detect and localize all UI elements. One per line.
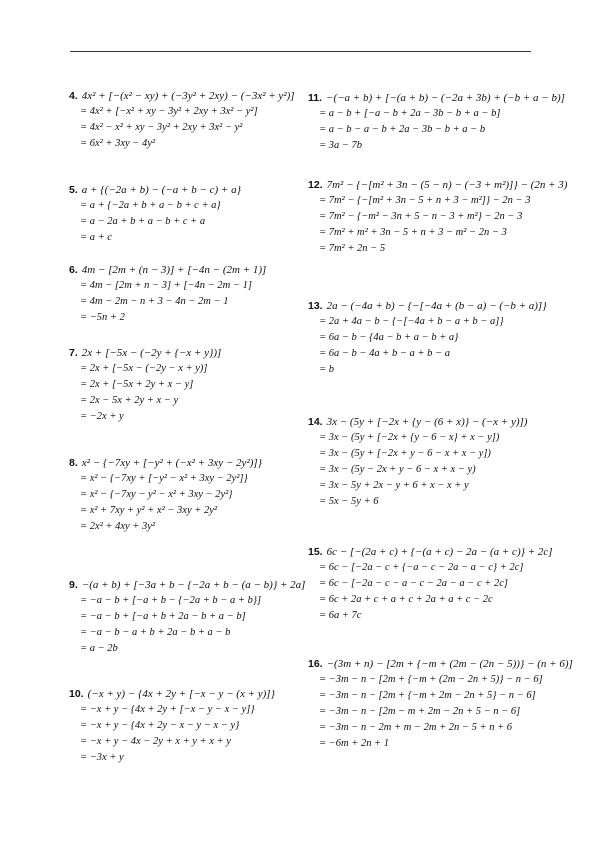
math-text: 4m − [2m + (n − 3)] + [−4n − (2m + 1)] bbox=[81, 264, 267, 276]
solution-step bbox=[69, 393, 221, 409]
math-text: = 2x + [−5x + 2y + x − y] bbox=[80, 379, 194, 390]
math-text: = −3m − n − 2m + m − 2m + 2n − 5 + n + 6 bbox=[319, 722, 513, 733]
problem-expression bbox=[308, 414, 527, 430]
math-text: = −x + y − {4x + 2y + [−x − y − x − y]} bbox=[80, 704, 255, 715]
problem-expression bbox=[69, 88, 295, 104]
math-text: = 3x − (5y + [−2x + {y − 6 − x} + x − y]) bbox=[319, 432, 500, 443]
solution-step bbox=[308, 362, 547, 378]
solution-step bbox=[69, 361, 221, 377]
solution-step bbox=[308, 592, 553, 608]
solution-step bbox=[308, 430, 527, 446]
math-text: 2a − (−4a + b) − {−[−4a + (b − a) − (−b + a)]} bbox=[326, 300, 547, 312]
math-text: = 6a − b − 4a + b − a + b − a bbox=[319, 348, 450, 359]
solution-step bbox=[69, 278, 266, 294]
math-text: = 4m − [2m + n − 3] + [−4n − 2m − 1] bbox=[80, 280, 252, 291]
problem-expression bbox=[308, 90, 565, 106]
math-text: = −5n + 2 bbox=[80, 312, 125, 323]
solution-step bbox=[308, 209, 567, 225]
math-text: = −3m − n − [2m + {−m + (2m − 2n + 5)} − n − 6] bbox=[319, 674, 543, 685]
math-text: = a + c bbox=[80, 232, 112, 243]
solution-step bbox=[69, 198, 241, 214]
math-text: = 2x + [−5x − (−2y − x + y)] bbox=[80, 363, 208, 374]
math-text: = −3m − n − [2m − m + 2m − 2n + 5 − n − 6] bbox=[319, 706, 521, 717]
math-text: = 2a + 4a − b − {−[−4a + b − a + b − a]} bbox=[319, 316, 504, 327]
math-text: −(a + b) + [−3a + b − {−2a + b − (a − b)} + 2a] bbox=[81, 579, 306, 591]
solution-step bbox=[69, 294, 266, 310]
math-text: = 6a + 7c bbox=[319, 610, 362, 621]
solution-step bbox=[308, 494, 527, 510]
solution-step bbox=[69, 519, 262, 535]
math-text: = a − 2b bbox=[80, 643, 118, 654]
problem-number: 11. bbox=[308, 92, 323, 104]
solution-step bbox=[308, 446, 527, 462]
math-text: = 5x − 5y + 6 bbox=[319, 496, 379, 507]
math-text: = −x + y − 4x − 2y + x + y + x + y bbox=[80, 736, 231, 747]
problem-expression bbox=[308, 656, 573, 672]
problem-14 bbox=[308, 414, 527, 510]
problem-expression bbox=[69, 577, 305, 593]
solution-step bbox=[69, 409, 221, 425]
solution-step bbox=[69, 593, 305, 609]
problem-12 bbox=[308, 177, 567, 257]
math-text: a + {(−2a + b) − (−a + b − c) + a} bbox=[81, 184, 241, 196]
math-text: = −x + y − {4x + 2y − x − y − x − y} bbox=[80, 720, 240, 731]
math-text: −(3m + n) − [2m + {−m + (2m − (2n − 5))} − (n + 6)] bbox=[326, 658, 573, 670]
solution-step bbox=[308, 193, 567, 209]
problem-number: 13. bbox=[308, 300, 323, 312]
math-text: = x² − {−7xy + [−y² − x² + 3xy − 2y²]} bbox=[80, 473, 248, 484]
math-text: −(−a + b) + [−(a + b) − (−2a + 3b) + (−b + a − b)] bbox=[326, 92, 565, 104]
math-text: = 3x − (5y + [−2x + y − 6 − x + x − y]) bbox=[319, 448, 491, 459]
math-text: (−x + y) − {4x + 2y + [−x − y − (x + y)]} bbox=[87, 688, 275, 700]
solution-step bbox=[69, 104, 295, 120]
math-text: = 6a − b − {4a − b + a − b + a} bbox=[319, 332, 459, 343]
problem-number: 4. bbox=[69, 90, 78, 102]
solution-step bbox=[69, 503, 262, 519]
math-text: = b bbox=[319, 364, 334, 375]
solution-step bbox=[308, 736, 573, 752]
problem-expression bbox=[69, 455, 262, 471]
math-text: = a − b − a − b + 2a − 3b − b + a − b bbox=[319, 124, 486, 135]
solution-step bbox=[308, 122, 565, 138]
solution-step bbox=[308, 720, 573, 736]
math-text: = −a − b − a + b + 2a − b + a − b bbox=[80, 627, 231, 638]
problem-4 bbox=[69, 88, 295, 152]
solution-step bbox=[308, 576, 553, 592]
solution-step bbox=[308, 225, 567, 241]
solution-step bbox=[308, 462, 527, 478]
problem-10 bbox=[69, 686, 275, 766]
problem-number: 12. bbox=[308, 179, 323, 191]
solution-step bbox=[308, 688, 573, 704]
math-text: = 7m² + 2n − 5 bbox=[319, 243, 386, 254]
solution-step bbox=[308, 314, 547, 330]
problem-expression bbox=[69, 182, 241, 198]
math-text: = 3x − (5y − 2x + y − 6 − x + x − y) bbox=[319, 464, 476, 475]
math-text: = 6c − [−2a − c − a − c − 2a − a − c + 2c] bbox=[319, 578, 508, 589]
solution-step bbox=[69, 471, 262, 487]
problem-number: 8. bbox=[69, 457, 78, 469]
problem-expression bbox=[308, 177, 567, 193]
problem-expression bbox=[69, 345, 221, 361]
math-text: = 6c + 2a + c + a + c + 2a + a + c − 2c bbox=[319, 594, 493, 605]
solution-step bbox=[308, 560, 553, 576]
problem-8 bbox=[69, 455, 262, 535]
solution-step bbox=[308, 672, 573, 688]
solution-step bbox=[69, 136, 295, 152]
solution-step bbox=[69, 641, 305, 657]
math-text: = −2x + y bbox=[80, 411, 124, 422]
math-text: = 4x² + [−x² + xy − 3y² + 2xy + 3x² − y²] bbox=[80, 106, 258, 117]
math-text: = 7m² + m² + 3n − 5 + n + 3 − m² − 2n − 3 bbox=[319, 227, 507, 238]
solution-step bbox=[69, 120, 295, 136]
math-text: = 4x² − x² + xy − 3y² + 2xy + 3x² − y² bbox=[80, 122, 243, 133]
math-text: = 3a − 7b bbox=[319, 140, 363, 151]
solution-step bbox=[69, 625, 305, 641]
solution-step bbox=[69, 310, 266, 326]
solution-step bbox=[69, 734, 275, 750]
solution-step bbox=[308, 608, 553, 624]
solution-step bbox=[69, 750, 275, 766]
solution-step bbox=[308, 138, 565, 154]
solution-step bbox=[308, 241, 567, 257]
problem-number: 9. bbox=[69, 579, 78, 591]
math-text: = −3x + y bbox=[80, 752, 124, 763]
math-text: 6c − [−(2a + c) + {−(a + c) − 2a − (a + c)} + 2c] bbox=[326, 546, 553, 558]
math-text: 7m² − {−[m² + 3n − (5 − n) − (−3 + m²)]} − (2n + 3) bbox=[326, 179, 568, 191]
solution-step bbox=[69, 609, 305, 625]
math-text: = 2x − 5x + 2y + x − y bbox=[80, 395, 179, 406]
solution-step bbox=[69, 214, 241, 230]
math-text: = a − 2a + b + a − b + c + a bbox=[80, 216, 206, 227]
math-text: 4x² + [−(x² − xy) + (−3y² + 2xy) − (−3x² + y²)] bbox=[81, 90, 295, 102]
math-text: = 7m² − {−[m² + 3n − 5 + n + 3 − m²]} − 2n − 3 bbox=[319, 195, 531, 206]
problem-6 bbox=[69, 262, 266, 326]
problem-number: 5. bbox=[69, 184, 78, 196]
problem-expression bbox=[69, 686, 275, 702]
problem-15 bbox=[308, 544, 553, 624]
math-text: = −3m − n − [2m + {−m + 2m − 2n + 5} − n − 6] bbox=[319, 690, 536, 701]
solution-step bbox=[308, 106, 565, 122]
problem-number: 15. bbox=[308, 546, 323, 558]
solution-step bbox=[69, 718, 275, 734]
solution-step bbox=[308, 704, 573, 720]
problem-number: 16. bbox=[308, 658, 323, 670]
math-text: 2x + [−5x − (−2y + {−x + y})] bbox=[81, 347, 222, 359]
problem-number: 10. bbox=[69, 688, 84, 700]
problem-number: 6. bbox=[69, 264, 78, 276]
math-text: = 3x − 5y + 2x − y + 6 + x − x + y bbox=[319, 480, 469, 491]
math-text: = x² + 7xy + y² + x² − 3xy + 2y² bbox=[80, 505, 218, 516]
math-text: = −a − b + [−a + b + 2a − b + a − b] bbox=[80, 611, 246, 622]
math-text: 3x − (5y + [−2x + {y − (6 + x)} − (−x + y)]) bbox=[326, 416, 528, 428]
math-text: = a + {−2a + b + a − b + c + a} bbox=[80, 200, 221, 211]
problem-expression bbox=[308, 298, 547, 314]
problem-7 bbox=[69, 345, 221, 425]
solution-step bbox=[308, 346, 547, 362]
problem-9 bbox=[69, 577, 305, 657]
math-text: = 4m − 2m − n + 3 − 4n − 2m − 1 bbox=[80, 296, 229, 307]
math-text: = 6x² + 3xy − 4y² bbox=[80, 138, 156, 149]
math-text: x² − {−7xy + [−y² + (−x² + 3xy − 2y²)]} bbox=[81, 457, 263, 469]
math-text: = x² − {−7xy − y² − x² + 3xy − 2y²} bbox=[80, 489, 233, 500]
problem-13 bbox=[308, 298, 547, 378]
math-text: = a − b + [−a − b + 2a − 3b − b + a − b] bbox=[319, 108, 501, 119]
header-rule bbox=[70, 51, 531, 52]
problem-expression bbox=[69, 262, 266, 278]
solution-step bbox=[308, 478, 527, 494]
problem-16 bbox=[308, 656, 573, 752]
math-text: = 6c − [−2a − c + {−a − c − 2a − a − c} + 2c] bbox=[319, 562, 524, 573]
math-text: = 2x² + 4xy + 3y² bbox=[80, 521, 156, 532]
solution-step bbox=[69, 377, 221, 393]
solution-step bbox=[69, 702, 275, 718]
solution-step bbox=[308, 330, 547, 346]
problem-5 bbox=[69, 182, 241, 246]
problem-expression bbox=[308, 544, 553, 560]
problem-number: 14. bbox=[308, 416, 323, 428]
problem-number: 7. bbox=[69, 347, 78, 359]
math-text: = −a − b + [−a + b − {−2a + b − a + b}] bbox=[80, 595, 262, 606]
math-text: = 7m² − {−m² − 3n + 5 − n − 3 + m²} − 2n − 3 bbox=[319, 211, 523, 222]
math-text: = −6m + 2n + 1 bbox=[319, 738, 390, 749]
problem-11 bbox=[308, 90, 565, 154]
solution-step bbox=[69, 487, 262, 503]
solution-step bbox=[69, 230, 241, 246]
